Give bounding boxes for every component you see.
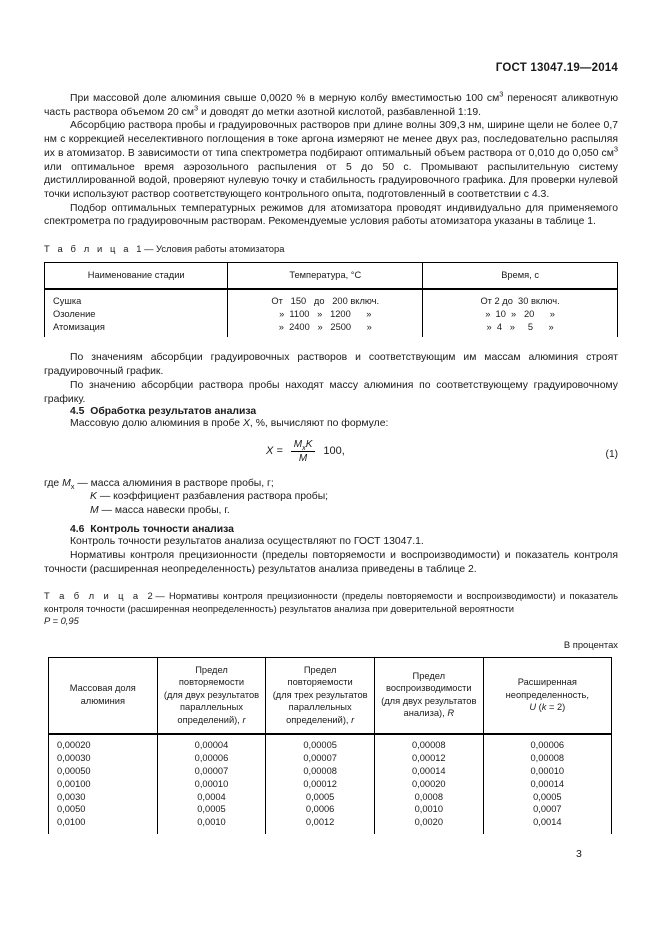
table-2-cell-repeatability-two: 0,00007 (157, 765, 266, 778)
precision-control-table (48, 657, 612, 834)
def-3-var: M (90, 504, 99, 516)
section-heading-4-6 (44, 524, 618, 535)
table-2-cell-uncertainty: 0,00006 (483, 734, 611, 752)
table-2-caption-probability: P = 0,95 (44, 615, 79, 627)
table-2-cell-repeatability-three: 0,00008 (266, 765, 375, 778)
table-2-caption-label: Т а б л и ц а 2 (44, 590, 156, 602)
formula-tail: 100, (323, 445, 345, 458)
formula-numerator (291, 439, 316, 452)
table-2-cell-repeatability-two: 0,0004 (157, 790, 266, 803)
table-2-cell-mass-fraction: 0,00030 (49, 752, 158, 765)
table-row (49, 803, 612, 816)
table-2-cell-reproducibility: 0,0010 (374, 803, 483, 816)
table-1-cell-time: » 4 » 5 » (423, 320, 618, 337)
table-1-caption-text: — Условия работы атомизатора (144, 243, 285, 255)
table-1-caption-label: Т а б л и ц а 1 (44, 243, 145, 255)
table-2-cell-mass-fraction: 0,00020 (49, 734, 158, 752)
paragraph-3: Подбор оптимальных температурных режимов для атомизатора проводят индивидуально для применяемого спектрометра по градуировочным растворам. Рекомендуемые условия работы атомизатора указаны в таблице 1. (44, 202, 618, 228)
table-row (49, 777, 612, 790)
formula-1-row (44, 437, 618, 473)
formula-num-var: M (293, 438, 303, 450)
section-4-5-title: Обработка результатов анализа (90, 406, 257, 418)
formula-1-number: (1) (605, 448, 618, 460)
paragraph-8: Нормативы контроля прецизионности (пределы повторяемости и воспроизводимости) и показатель контроля точности (расширенная неопределенность) результатов анализа приведены в таблице 2. (44, 549, 618, 575)
standard-header: ГОСТ 13047.19—2014 (495, 62, 618, 74)
formula-num-k: K (305, 438, 313, 450)
def-1-var: M (62, 477, 71, 489)
table-2-cell-reproducibility: 0,00012 (374, 752, 483, 765)
table-row (45, 320, 618, 337)
table-row (49, 765, 612, 778)
formula-1 (266, 439, 345, 464)
paragraph-4: По значениям абсорбции градуировочных растворов и соответствующим им массам алюминия строят градуировочный график. (44, 352, 618, 378)
table-1-header-row (45, 263, 618, 290)
table-2-cell-repeatability-three: 0,00012 (266, 777, 375, 790)
table-1-cell-time: » 10 » 20 » (423, 307, 618, 320)
def-2-text: — коэффициент разбавления раствора пробы; (99, 491, 329, 503)
table-2-cell-uncertainty: 0,00008 (483, 752, 611, 765)
section-heading-4-5 (44, 406, 618, 417)
table-2-cell-repeatability-two: 0,0005 (157, 803, 266, 816)
table-2-cell-reproducibility: 0,00020 (374, 777, 483, 790)
table-2-cell-repeatability-two: 0,0010 (157, 816, 266, 834)
table-1-cell-stage: Озоление (45, 307, 228, 320)
paragraph-2: Абсорбцию раствора пробы и градуировочных растворов при длине волны 309,3 нм, ширине щели не более 0,7 нм с коррекцией неселективного поглощения в токе аргона измеряют не менее двух раз, последовательно распыляя их в атомизатор. В зависимости от типа спектрометра подбирают оптимальный объем раствора от 0,010 до 0,050 $см^3$ или оптимальное время аэрозольного распыления от 5 до 50 с. Промывают распылительную систему дистиллированной водой, проверяют нулевую точку и стабильность градуировочного графика. Для проверки нулевой точки используют раствор соответствующего контрольного опыта, подготовленный в соответствии с 4.3. (44, 120, 618, 200)
page-number: 3 (576, 848, 582, 860)
formula-variable-definitions (44, 477, 618, 517)
table-2-body (49, 734, 612, 834)
table-1-cell-temperature: От 150 до 200 включ. (228, 289, 423, 307)
table-2-cell-repeatability-two: 0,00004 (157, 734, 266, 752)
table-2-col-mass-fraction: Массовая доля алюминия (49, 657, 158, 734)
table-row (49, 790, 612, 803)
formula-fraction (291, 439, 316, 464)
table-2-cell-mass-fraction: 0,00100 (49, 777, 158, 790)
table-1-cell-stage: Атомизация (45, 320, 228, 337)
table-2-col-reproducibility: Предел воспроизводимости (для двух результатов анализа), R (374, 657, 483, 734)
atomizer-conditions-table (44, 262, 618, 337)
table-1-body (45, 289, 618, 337)
table-1-head (45, 263, 618, 290)
table-2-cell-uncertainty: 0,0005 (483, 790, 611, 803)
formula-num-sub: x (302, 442, 306, 452)
paragraph-1: При массовой доле алюминия свыше 0,0020 % в мерную колбу вместимостью 100 $см^3$ переносят аликвотную часть раствора объемом 20 $см^3$ и доводят до метки азотной кислотой, разбавленной 1:19. (44, 89, 618, 118)
section-4-5-number: 4.5 (70, 406, 85, 418)
table-2-head (49, 657, 612, 734)
table-row (45, 307, 618, 320)
table-2-cell-repeatability-three: 0,0006 (266, 803, 375, 816)
table-2-units-note: В процентах (563, 638, 618, 650)
table-1-caption (44, 243, 618, 255)
table-2-cell-uncertainty: 0,00014 (483, 777, 611, 790)
table-2-cell-repeatability-two: 0,00006 (157, 752, 266, 765)
formula-denominator: M (298, 452, 308, 464)
table-2-cell-mass-fraction: 0,00050 (49, 765, 158, 778)
table-2-caption (44, 590, 618, 627)
table-row (49, 816, 612, 834)
table-1-col-time: Время, с (423, 263, 618, 290)
table-1-cell-stage: Сушка (45, 289, 228, 307)
section-4-6-number: 4.6 (70, 524, 85, 536)
table-row (49, 734, 612, 752)
table-2-col-expanded-uncertainty: Расширенная неопределенность, U (k = 2) (483, 657, 611, 734)
formula-def-3 (44, 504, 618, 517)
table-2-cell-uncertainty: 0,0007 (483, 803, 611, 816)
paragraph-5: По значению абсорбции раствора пробы находят массу алюминия по соответствующему градуировочному графику. (44, 379, 618, 405)
def-1-text: — масса алюминия в растворе пробы, г; (77, 477, 274, 489)
where-label: где (44, 477, 60, 489)
table-2-cell-repeatability-two: 0,00010 (157, 777, 266, 790)
paragraph-6: Массовую долю алюминия в пробе X, %, вычисляют по формуле: (70, 418, 389, 430)
table-1-col-temperature: Температура, °С (228, 263, 423, 290)
table-2-cell-uncertainty: 0,00010 (483, 765, 611, 778)
table-2-cell-repeatability-three: 0,00007 (266, 752, 375, 765)
table-2-cell-mass-fraction: 0,0100 (49, 816, 158, 834)
table-2-cell-reproducibility: 0,0008 (374, 790, 483, 803)
table-2-cell-repeatability-three: 0,0005 (266, 790, 375, 803)
table-2-header-row (49, 657, 612, 734)
table-2-col-repeatability-three: Предел повторяемости (для трех результатов параллельных определений), r (266, 657, 375, 734)
formula-def-1 (44, 477, 618, 490)
section-4-6-title: Контроль точности анализа (90, 524, 234, 536)
table-2-cell-mass-fraction: 0,0050 (49, 803, 158, 816)
table-1-cell-temperature: » 1100 » 1200 » (228, 307, 423, 320)
table-2-caption-text: — Нормативы контроля прецизионности (пределы повторяемости и воспроизводимости) и показатель контроля точности (расширенная неопределенность) результатов анализа при доверительной вероятности (44, 590, 618, 614)
table-row (45, 289, 618, 307)
table-2-col-repeatability-two: Предел повторяемости (для двух результатов параллельных определений), r (157, 657, 266, 734)
table-1-col-stage: Наименование стадии (45, 263, 228, 290)
def-2-var: K (90, 491, 97, 503)
table-2-cell-reproducibility: 0,00008 (374, 734, 483, 752)
table-2-cell-repeatability-three: 0,0012 (266, 816, 375, 834)
table-1-cell-time: От 2 до 30 включ. (423, 289, 618, 307)
table-2-cell-mass-fraction: 0,0030 (49, 790, 158, 803)
formula-lhs: X (266, 445, 274, 458)
formula-def-2 (44, 490, 618, 503)
table-2-cell-uncertainty: 0,0014 (483, 816, 611, 834)
table-2-cell-reproducibility: 0,0020 (374, 816, 483, 834)
page-content (44, 89, 618, 834)
table-1-cell-temperature: » 2400 » 2500 » (228, 320, 423, 337)
table-row (49, 752, 612, 765)
def-3-text: — масса навески пробы, г. (101, 504, 230, 516)
paragraph-7: Контроль точности результатов анализа осуществляют по ГОСТ 13047.1. (70, 536, 424, 548)
table-2-cell-reproducibility: 0,00014 (374, 765, 483, 778)
formula-equals: = (276, 445, 283, 458)
def-1-sub: x (70, 482, 75, 492)
table-2-cell-repeatability-three: 0,00005 (266, 734, 375, 752)
